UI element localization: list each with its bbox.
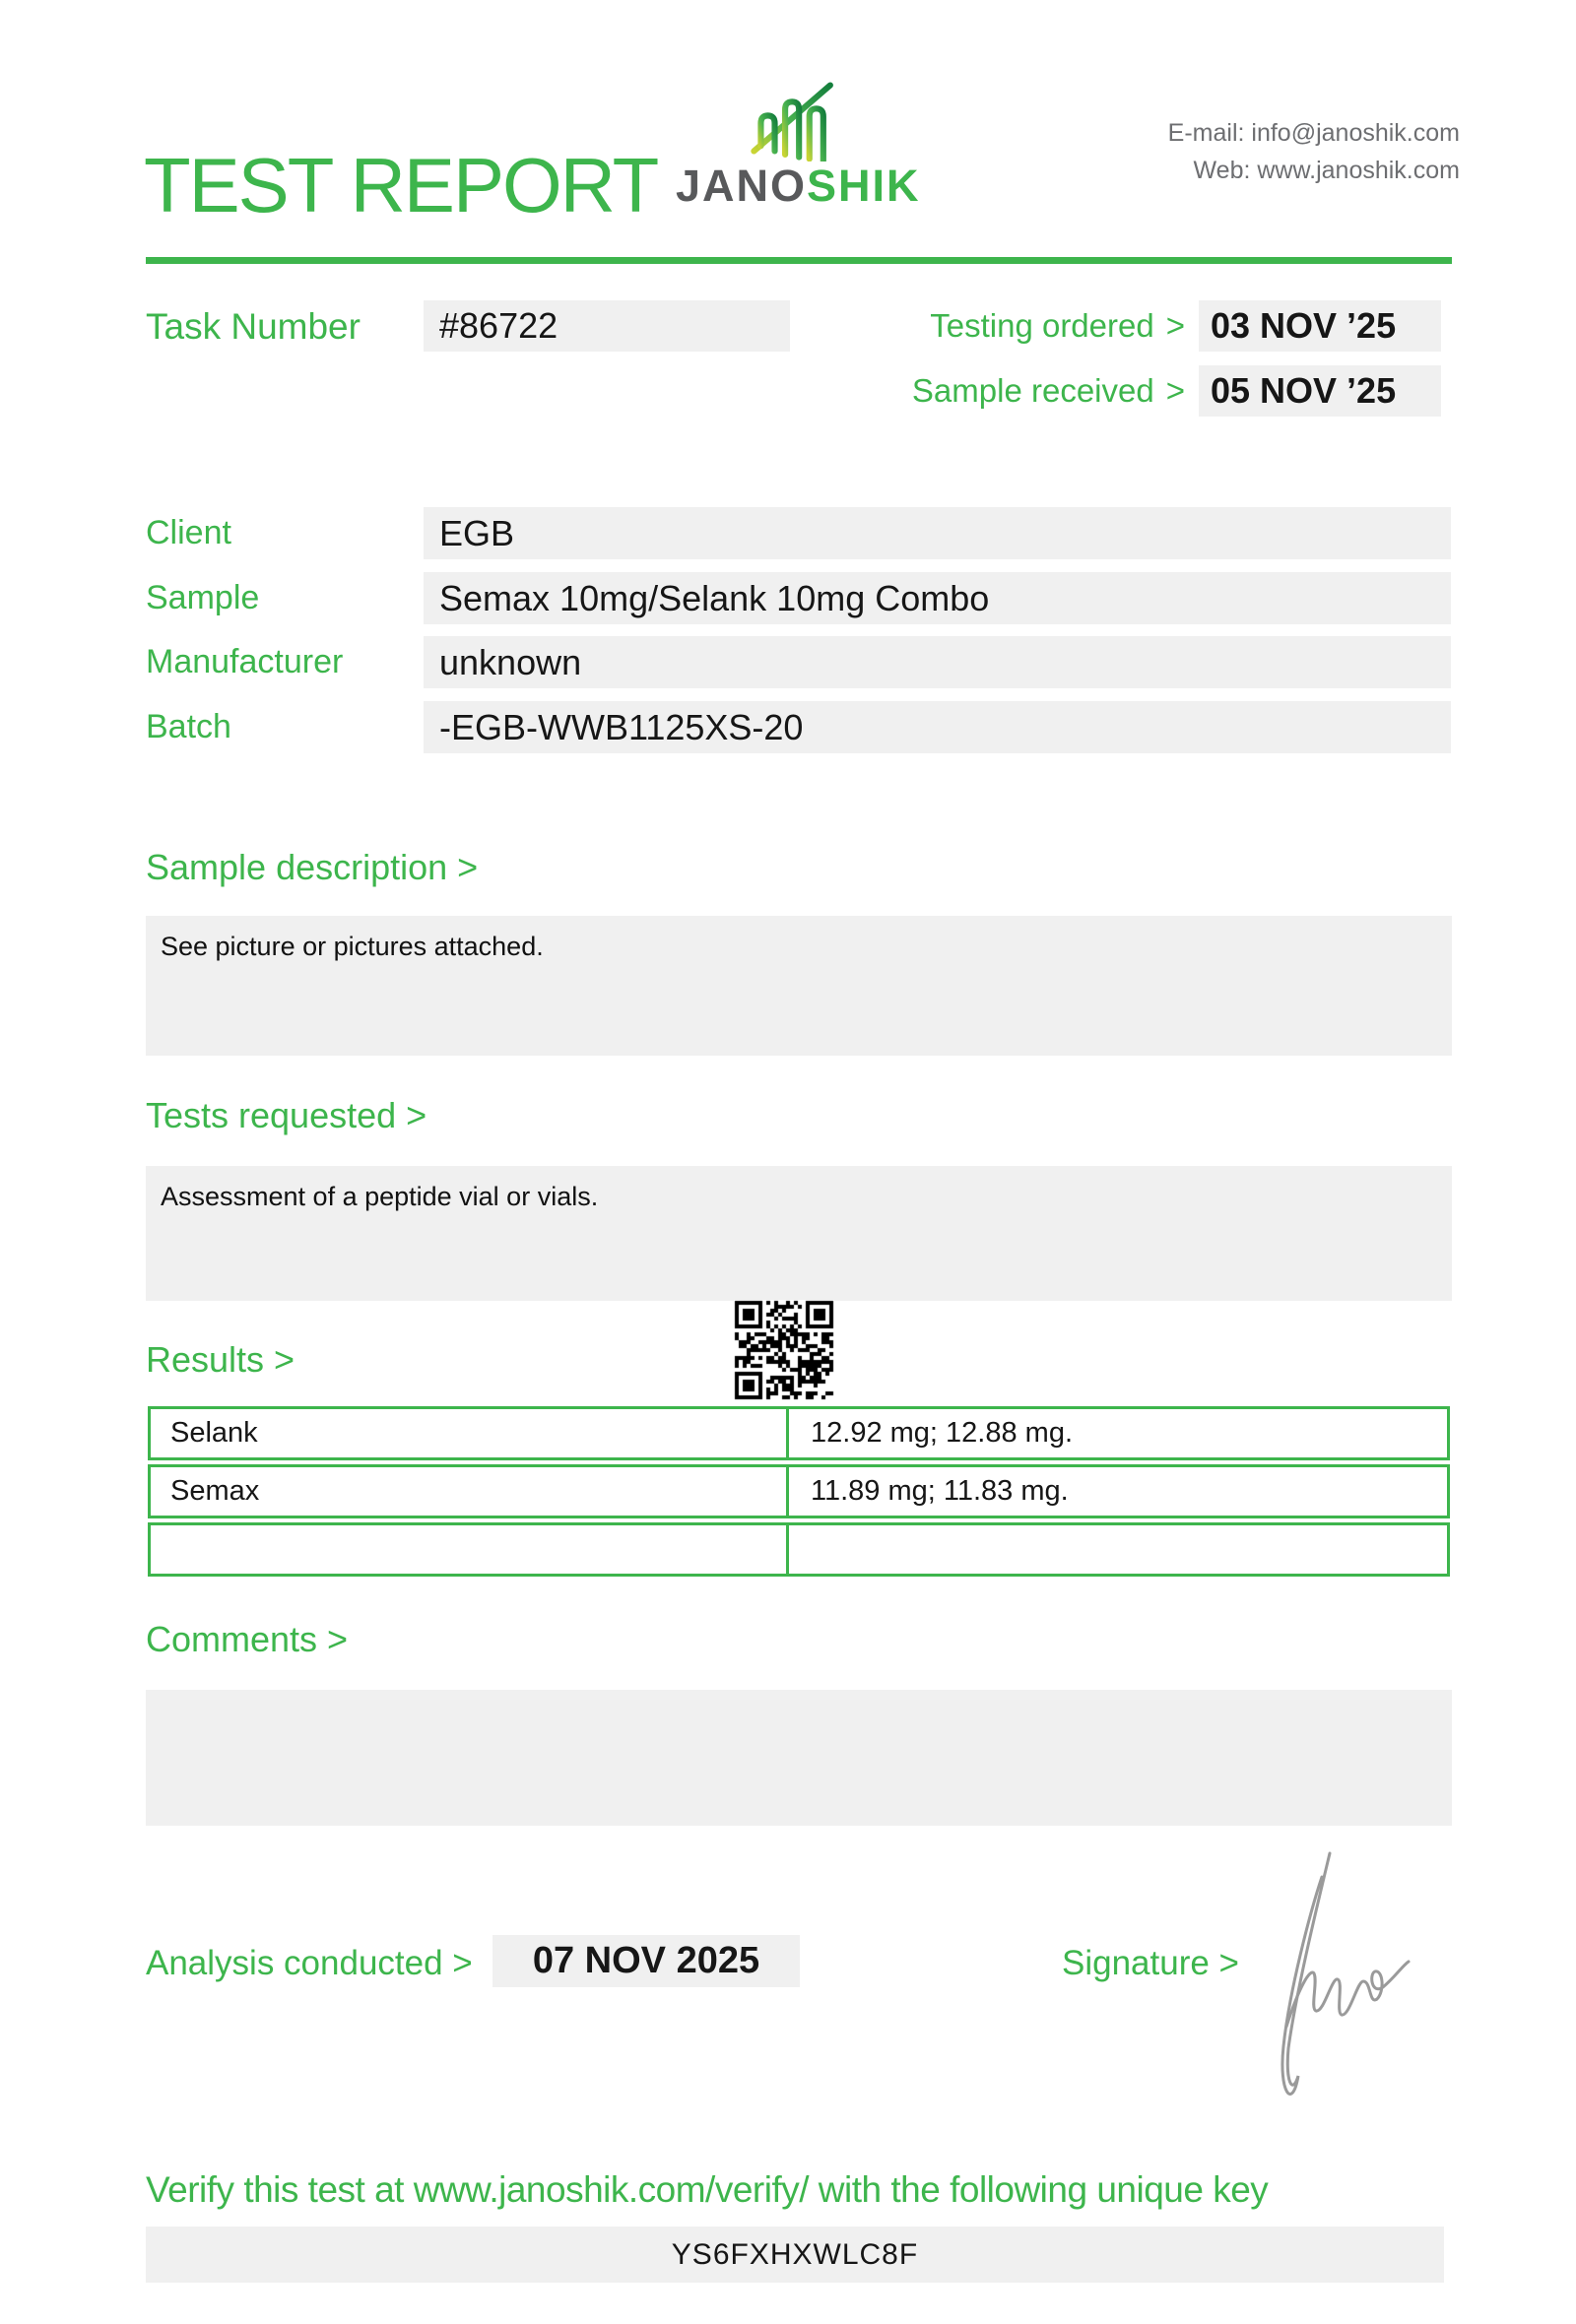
analysis-conducted-label: Analysis conducted > bbox=[146, 1944, 473, 1982]
manufacturer-label: Manufacturer bbox=[146, 643, 344, 680]
table-row bbox=[148, 1406, 1450, 1460]
signature-image bbox=[1249, 1834, 1446, 2129]
contact-web: Web: www.janoshik.com bbox=[1193, 157, 1460, 184]
testing-ordered-arrow-icon: > bbox=[1165, 307, 1185, 344]
sample-description-panel: See picture or pictures attached. bbox=[146, 916, 1452, 1056]
qr-code bbox=[734, 1300, 834, 1400]
contact-email: E-mail: info@janoshik.com bbox=[1167, 119, 1460, 147]
sample-description-heading: Sample description > bbox=[146, 847, 479, 887]
comments-panel bbox=[146, 1690, 1452, 1826]
sample-received-arrow-icon: > bbox=[1165, 372, 1185, 409]
contact-block bbox=[1168, 114, 1460, 189]
batch-label: Batch bbox=[146, 708, 231, 745]
results-table bbox=[148, 1406, 1450, 1581]
manufacturer-value: unknown bbox=[424, 636, 1451, 688]
task-number-value: #86722 bbox=[424, 300, 790, 352]
sample-received-label: Sample received bbox=[911, 372, 1154, 409]
batch-value: -EGB-WWB1125XS-20 bbox=[424, 701, 1451, 753]
tests-requested-panel: Assessment of a peptide vial or vials. bbox=[146, 1166, 1452, 1301]
testing-ordered-row bbox=[837, 300, 1441, 352]
testing-ordered-value: 03 NOV ’25 bbox=[1199, 300, 1441, 352]
result-value: 12.92 mg; 12.88 mg. bbox=[811, 1417, 1073, 1449]
logo-wordmark bbox=[676, 161, 921, 211]
result-analyte: Selank bbox=[151, 1409, 789, 1457]
janoshik-logo bbox=[676, 75, 921, 211]
client-value: EGB bbox=[424, 507, 1451, 559]
sample-value: Semax 10mg/Selank 10mg Combo bbox=[424, 572, 1451, 624]
result-analyte bbox=[151, 1525, 789, 1574]
table-row bbox=[148, 1464, 1450, 1518]
result-value bbox=[789, 1525, 1447, 1574]
logo-text-primary: JANO bbox=[676, 161, 808, 211]
task-number-label: Task Number bbox=[146, 306, 361, 347]
client-label: Client bbox=[146, 514, 231, 551]
page-title: TEST REPORT bbox=[144, 142, 658, 228]
verify-instruction: Verify this test at www.janoshik.com/verify/ with the following unique key bbox=[146, 2169, 1269, 2210]
comments-heading: Comments > bbox=[146, 1619, 349, 1659]
logo-text-secondary: SHIK bbox=[807, 161, 921, 211]
testing-ordered-label: Testing ordered bbox=[930, 307, 1154, 344]
signature-label: Signature > bbox=[1062, 1944, 1239, 1982]
header-divider bbox=[146, 257, 1452, 264]
analysis-date-value: 07 NOV 2025 bbox=[492, 1935, 800, 1987]
results-heading: Results > bbox=[146, 1339, 296, 1380]
tests-requested-heading: Tests requested > bbox=[146, 1095, 427, 1135]
verify-key: YS6FXHXWLC8F bbox=[146, 2227, 1444, 2283]
sample-received-row bbox=[837, 365, 1441, 417]
result-value: 11.89 mg; 11.83 mg. bbox=[811, 1475, 1069, 1507]
table-row bbox=[148, 1522, 1450, 1577]
logo-chart-icon bbox=[714, 75, 872, 161]
result-analyte: Semax bbox=[151, 1467, 789, 1516]
sample-received-value: 05 NOV ’25 bbox=[1199, 365, 1441, 417]
sample-label: Sample bbox=[146, 579, 260, 616]
